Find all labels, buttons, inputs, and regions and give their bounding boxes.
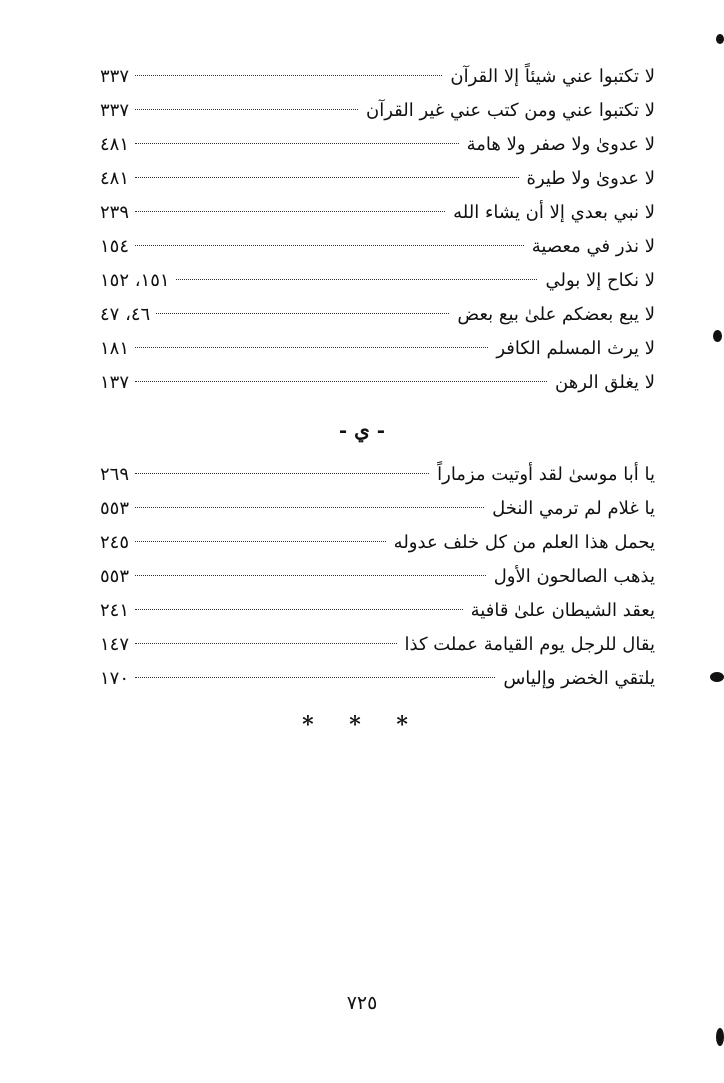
entry-page-ref: ٥٥٣	[100, 498, 130, 519]
index-entry	[100, 298, 655, 332]
entry-text: لا عدوىٰ ولا طيرة	[526, 168, 655, 189]
leader-dots	[135, 177, 519, 178]
entry-page-ref: ٤٨١	[100, 168, 130, 189]
index-entry	[100, 60, 655, 94]
leader-dots	[135, 643, 397, 644]
entry-page-ref: ٤٦، ٤٧	[100, 304, 151, 325]
entry-page-ref: ٢٣٩	[100, 202, 130, 223]
entry-page-ref: ١٥٤	[100, 236, 130, 257]
entry-text: لا يبع بعضكم علىٰ بيع بعض	[457, 304, 655, 325]
index-list-ya	[100, 458, 655, 696]
leader-dots	[135, 575, 486, 576]
entry-page-ref: ١٥١، ١٥٢	[100, 270, 170, 291]
index-entry	[100, 458, 655, 492]
leader-dots	[135, 211, 445, 212]
scan-smudge	[713, 330, 722, 342]
scan-smudge	[710, 672, 724, 682]
leader-dots	[176, 279, 538, 280]
entry-text: لا يرث المسلم الكافر	[496, 338, 655, 359]
entry-page-ref: ٢٤١	[100, 600, 130, 621]
leader-dots	[135, 347, 488, 348]
index-entry	[100, 196, 655, 230]
leader-dots	[135, 677, 495, 678]
entry-text: يلتقي الخضر وإلياس	[503, 668, 655, 689]
entry-page-ref: ١٧٠	[100, 668, 130, 689]
scan-smudge	[716, 1028, 724, 1046]
entry-text: لا عدوىٰ ولا صفر ولا هامة	[466, 134, 655, 155]
leader-dots	[156, 313, 449, 314]
index-entry	[100, 526, 655, 560]
leader-dots	[135, 143, 459, 144]
leader-dots	[135, 381, 547, 382]
index-list-lam	[100, 60, 655, 400]
index-entry	[100, 492, 655, 526]
entry-text: يعقد الشيطان علىٰ قافية	[470, 600, 655, 621]
index-entry	[100, 94, 655, 128]
index-entry	[100, 162, 655, 196]
entry-text: لا يغلق الرهن	[555, 372, 655, 393]
entry-text: يحمل هذا العلم من كل خلف عدوله	[393, 532, 655, 553]
leader-dots	[135, 245, 524, 246]
entry-text: لا نكاح إلا بولي	[545, 270, 655, 291]
leader-dots	[135, 541, 386, 542]
entry-text: يذهب الصالحون الأول	[493, 566, 655, 587]
entry-page-ref: ١٨١	[100, 338, 130, 359]
index-entry	[100, 628, 655, 662]
entry-page-ref: ٢٦٩	[100, 464, 130, 485]
page-number: ٧٢٥	[346, 992, 378, 1014]
entry-page-ref: ١٤٧	[100, 634, 130, 655]
index-entry	[100, 332, 655, 366]
entry-page-ref: ٢٤٥	[100, 532, 130, 553]
entry-page-ref: ٣٣٧	[100, 66, 130, 87]
leader-dots	[135, 609, 463, 610]
leader-dots	[135, 75, 442, 76]
index-entry	[100, 366, 655, 400]
index-entry	[100, 230, 655, 264]
index-entry	[100, 662, 655, 696]
entry-text: يا أبا موسىٰ لقد أوتيت مزماراً	[437, 464, 655, 485]
entry-text: لا تكتبوا عني ومن كتب عني غير القرآن	[365, 100, 655, 121]
leader-dots	[135, 109, 358, 110]
entry-page-ref: ٤٨١	[100, 134, 130, 155]
entry-text: لا تكتبوا عني شيئاً إلا القرآن	[450, 66, 655, 87]
leader-dots	[135, 473, 429, 474]
entry-page-ref: ٥٥٣	[100, 566, 130, 587]
index-entry	[100, 264, 655, 298]
entry-text: يا غلام لم ترمي النخل	[492, 498, 655, 519]
index-entry	[100, 560, 655, 594]
scan-smudge	[716, 34, 724, 44]
index-entry	[100, 594, 655, 628]
entry-page-ref: ١٣٧	[100, 372, 130, 393]
entry-page-ref: ٣٣٧	[100, 100, 130, 121]
leader-dots	[135, 507, 484, 508]
entry-text: يقال للرجل يوم القيامة عملت كذا	[404, 634, 655, 655]
entry-text: لا نبي بعدي إلا أن يشاء الله	[453, 202, 655, 223]
index-entry	[100, 128, 655, 162]
entry-text: لا نذر في معصية	[531, 236, 655, 257]
end-of-section-asterisks: * * *	[302, 712, 422, 738]
section-heading: - ي -	[338, 418, 386, 442]
